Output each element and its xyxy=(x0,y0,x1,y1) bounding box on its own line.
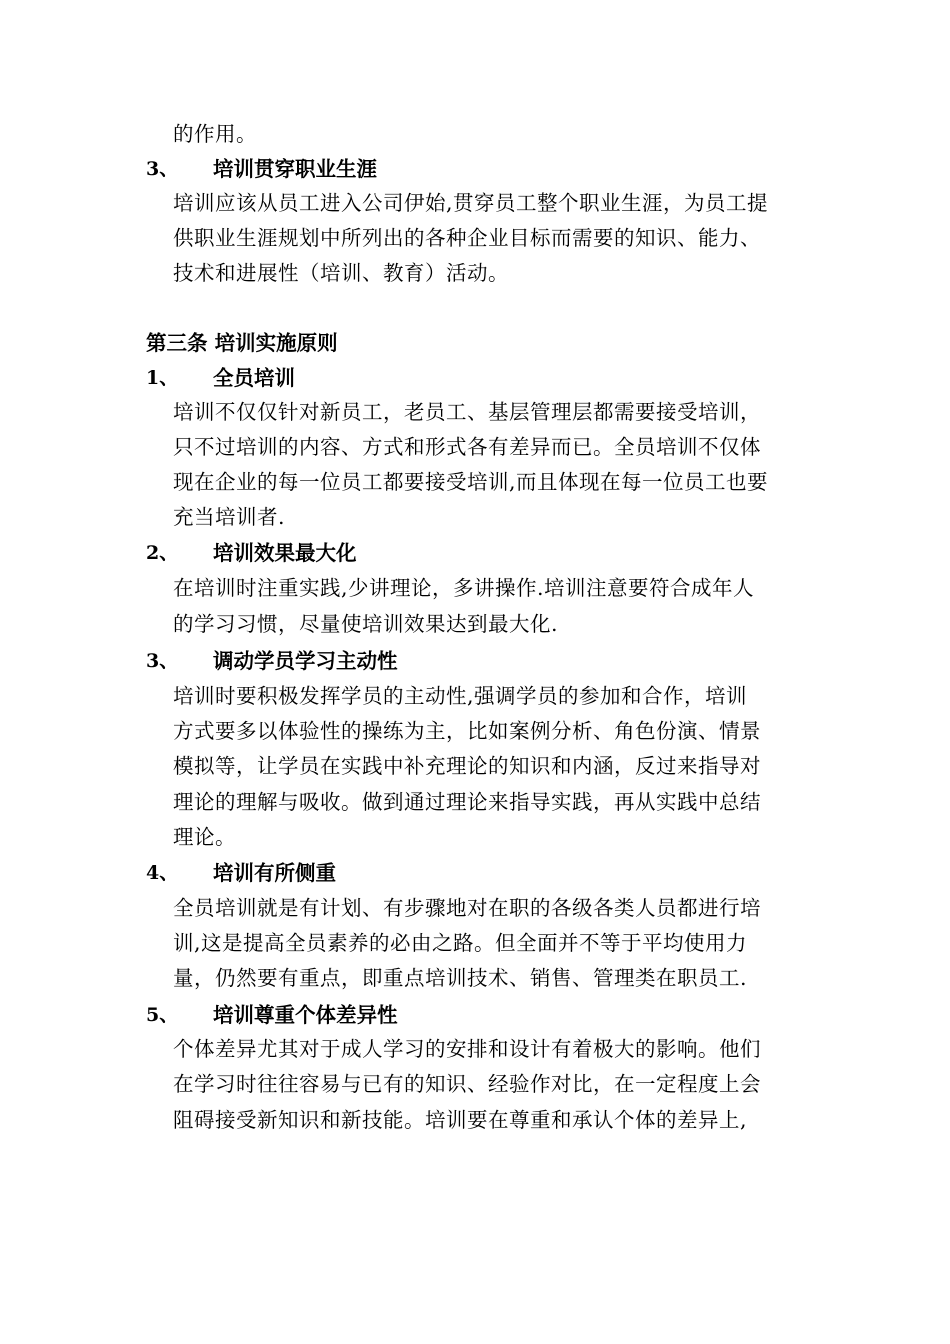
section-heading: 第三条 培训实施原则 xyxy=(146,331,338,355)
intro-tail-text: 的作用。 xyxy=(173,122,257,146)
paragraph-line: 方式要多以体验性的操练为主，比如案例分析、角色份演、情景 xyxy=(173,719,761,743)
paragraph-line: 培训时要积极发挥学员的主动性,强调学员的参加和合作，培训 xyxy=(173,684,748,708)
item-title: 全员培训 xyxy=(213,366,295,390)
item-number: 2、 xyxy=(146,542,179,564)
paragraph-line: 理论。 xyxy=(173,825,236,849)
paragraph-line: 供职业生涯规划中所列出的各种企业目标而需要的知识、能力、 xyxy=(173,226,761,250)
paragraph-line: 训,这是提高全员素养的必由之路。但全面并不等于平均使用力 xyxy=(173,931,748,955)
item-number: 3、 xyxy=(146,158,179,180)
paragraph-line: 充当培训者. xyxy=(173,505,286,529)
paragraph-line: 在学习时往往容易与已有的知识、经验作对比，在一定程度上会 xyxy=(173,1072,761,1096)
item-title: 培训尊重个体差异性 xyxy=(213,1003,398,1027)
paragraph-line: 技术和进展性（培训、教育）活动。 xyxy=(173,261,509,285)
item-number: 3、 xyxy=(146,650,179,672)
item-number: 4、 xyxy=(146,862,179,884)
item-number: 5、 xyxy=(146,1004,179,1026)
paragraph-line: 理论的理解与吸收。做到通过理论来指导实践，再从实践中总结 xyxy=(173,790,761,814)
paragraph-line: 个体差异尤其对于成人学习的安排和设计有着极大的影响。他们 xyxy=(173,1037,761,1061)
item-title: 调动学员学习主动性 xyxy=(213,649,398,673)
item-title: 培训有所侧重 xyxy=(213,861,336,885)
paragraph-line: 培训不仅仅针对新员工，老员工、基层管理层都需要接受培训， xyxy=(173,400,761,424)
paragraph-line: 的学习习惯，尽量使培训效果达到最大化. xyxy=(173,612,559,636)
paragraph-line: 在培训时注重实践,少讲理论，多讲操作.培训注意要符合成年人 xyxy=(173,576,755,600)
paragraph-line: 全员培训就是有计划、有步骤地对在职的各级各类人员都进行培 xyxy=(173,896,761,920)
item-title: 培训贯穿职业生涯 xyxy=(213,157,377,181)
paragraph-line: 量，仍然要有重点，即重点培训技术、销售、管理类在职员工. xyxy=(173,966,748,990)
paragraph-line: 阻碍接受新知识和新技能。培训要在尊重和承认个体的差异上, xyxy=(173,1108,748,1132)
paragraph-line: 只不过培训的内容、方式和形式各有差异而已。全员培训不仅体 xyxy=(173,435,761,459)
paragraph-line: 模拟等，让学员在实践中补充理论的知识和内涵，反过来指导对 xyxy=(173,754,761,778)
item-number: 1、 xyxy=(146,367,179,389)
paragraph-line: 现在企业的每一位员工都要接受培训,而且体现在每一位员工也要 xyxy=(173,470,769,494)
item-title: 培训效果最大化 xyxy=(213,541,357,565)
paragraph-line: 培训应该从员工进入公司伊始,贯穿员工整个职业生涯，为员工提 xyxy=(173,191,769,215)
